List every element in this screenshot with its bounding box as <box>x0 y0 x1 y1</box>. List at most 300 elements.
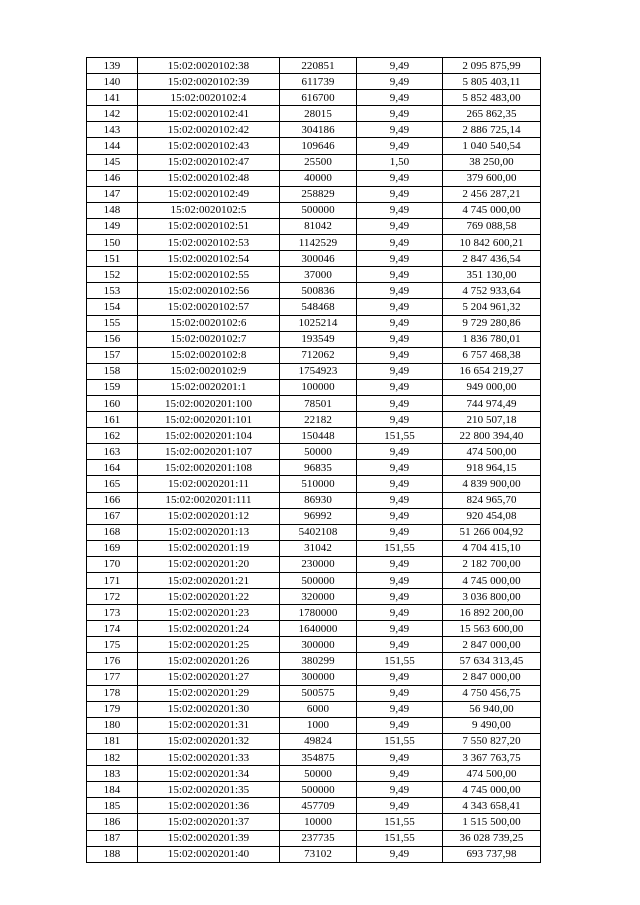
rate-cell: 9,49 <box>357 460 443 476</box>
value-cell: 769 088,58 <box>443 218 541 234</box>
table-row <box>87 653 541 669</box>
row-number-cell: 172 <box>87 589 138 605</box>
table-row <box>87 235 541 251</box>
table-row <box>87 267 541 283</box>
table-row <box>87 170 541 186</box>
row-number-cell: 184 <box>87 782 138 798</box>
row-number-cell: 153 <box>87 283 138 299</box>
rate-cell: 151,55 <box>357 540 443 556</box>
cadastral-number-cell: 15:02:0020201:19 <box>138 540 280 556</box>
table-row <box>87 186 541 202</box>
row-number-cell: 175 <box>87 637 138 653</box>
cadastral-number-cell: 15:02:0020201:100 <box>138 395 280 411</box>
cadastral-number-cell: 15:02:0020201:29 <box>138 685 280 701</box>
row-number-cell: 154 <box>87 299 138 315</box>
table-row <box>87 283 541 299</box>
rate-cell: 151,55 <box>357 830 443 846</box>
table-row <box>87 58 541 74</box>
row-number-cell: 156 <box>87 331 138 347</box>
area-cell: 1754923 <box>280 363 357 379</box>
cadastral-value-table <box>86 57 541 863</box>
row-number-cell: 181 <box>87 733 138 749</box>
rate-cell: 9,49 <box>357 605 443 621</box>
cadastral-number-cell: 15:02:0020201:101 <box>138 412 280 428</box>
table-row <box>87 701 541 717</box>
rate-cell: 9,49 <box>357 573 443 589</box>
value-cell: 15 563 600,00 <box>443 621 541 637</box>
row-number-cell: 174 <box>87 621 138 637</box>
rate-cell: 9,49 <box>357 202 443 218</box>
rate-cell: 9,49 <box>357 637 443 653</box>
table-row <box>87 733 541 749</box>
area-cell: 31042 <box>280 540 357 556</box>
table-row <box>87 90 541 106</box>
area-cell: 1000 <box>280 717 357 733</box>
rate-cell: 9,49 <box>357 717 443 733</box>
area-cell: 548468 <box>280 299 357 315</box>
rate-cell: 9,49 <box>357 782 443 798</box>
value-cell: 379 600,00 <box>443 170 541 186</box>
table-row <box>87 476 541 492</box>
cadastral-number-cell: 15:02:0020201:104 <box>138 428 280 444</box>
table-row <box>87 218 541 234</box>
area-cell: 100000 <box>280 379 357 395</box>
table-row <box>87 202 541 218</box>
row-number-cell: 168 <box>87 524 138 540</box>
cadastral-number-cell: 15:02:0020201:31 <box>138 717 280 733</box>
area-cell: 193549 <box>280 331 357 347</box>
table-row <box>87 846 541 862</box>
table-row <box>87 814 541 830</box>
value-cell: 2 847 000,00 <box>443 637 541 653</box>
area-cell: 300046 <box>280 251 357 267</box>
value-cell: 4 745 000,00 <box>443 573 541 589</box>
row-number-cell: 161 <box>87 412 138 428</box>
value-cell: 824 965,70 <box>443 492 541 508</box>
table-row <box>87 717 541 733</box>
area-cell: 380299 <box>280 653 357 669</box>
value-cell: 36 028 739,25 <box>443 830 541 846</box>
value-cell: 4 752 933,64 <box>443 283 541 299</box>
value-cell: 10 842 600,21 <box>443 235 541 251</box>
area-cell: 320000 <box>280 589 357 605</box>
cadastral-number-cell: 15:02:0020102:55 <box>138 267 280 283</box>
table-row <box>87 573 541 589</box>
row-number-cell: 149 <box>87 218 138 234</box>
cadastral-number-cell: 15:02:0020102:9 <box>138 363 280 379</box>
table-row <box>87 251 541 267</box>
rate-cell: 9,49 <box>357 90 443 106</box>
table-row <box>87 589 541 605</box>
row-number-cell: 163 <box>87 444 138 460</box>
value-cell: 265 862,35 <box>443 106 541 122</box>
row-number-cell: 169 <box>87 540 138 556</box>
cadastral-number-cell: 15:02:0020201:27 <box>138 669 280 685</box>
rate-cell: 9,49 <box>357 106 443 122</box>
rate-cell: 9,49 <box>357 138 443 154</box>
area-cell: 150448 <box>280 428 357 444</box>
rate-cell: 9,49 <box>357 685 443 701</box>
row-number-cell: 145 <box>87 154 138 170</box>
table-row <box>87 621 541 637</box>
row-number-cell: 186 <box>87 814 138 830</box>
rate-cell: 9,49 <box>357 363 443 379</box>
value-cell: 744 974,49 <box>443 395 541 411</box>
rate-cell: 9,49 <box>357 379 443 395</box>
rate-cell: 9,49 <box>357 476 443 492</box>
rate-cell: 9,49 <box>357 412 443 428</box>
area-cell: 500000 <box>280 202 357 218</box>
rate-cell: 9,49 <box>357 766 443 782</box>
area-cell: 500000 <box>280 573 357 589</box>
row-number-cell: 139 <box>87 58 138 74</box>
value-cell: 4 745 000,00 <box>443 202 541 218</box>
rate-cell: 9,49 <box>357 701 443 717</box>
row-number-cell: 185 <box>87 798 138 814</box>
area-cell: 1780000 <box>280 605 357 621</box>
row-number-cell: 146 <box>87 170 138 186</box>
area-cell: 25500 <box>280 154 357 170</box>
row-number-cell: 155 <box>87 315 138 331</box>
area-cell: 50000 <box>280 444 357 460</box>
area-cell: 500836 <box>280 283 357 299</box>
table-body <box>87 58 541 863</box>
cadastral-number-cell: 15:02:0020201:20 <box>138 556 280 572</box>
row-number-cell: 179 <box>87 701 138 717</box>
area-cell: 500575 <box>280 685 357 701</box>
cadastral-number-cell: 15:02:0020102:39 <box>138 74 280 90</box>
value-cell: 2 847 436,54 <box>443 251 541 267</box>
value-cell: 5 805 403,11 <box>443 74 541 90</box>
table-row <box>87 138 541 154</box>
area-cell: 220851 <box>280 58 357 74</box>
table-row <box>87 363 541 379</box>
cadastral-number-cell: 15:02:0020201:36 <box>138 798 280 814</box>
area-cell: 28015 <box>280 106 357 122</box>
cadastral-number-cell: 15:02:0020201:26 <box>138 653 280 669</box>
cadastral-number-cell: 15:02:0020102:49 <box>138 186 280 202</box>
rate-cell: 9,49 <box>357 524 443 540</box>
table-row <box>87 154 541 170</box>
table-row <box>87 669 541 685</box>
row-number-cell: 166 <box>87 492 138 508</box>
cadastral-number-cell: 15:02:0020201:13 <box>138 524 280 540</box>
value-cell: 1 040 540,54 <box>443 138 541 154</box>
row-number-cell: 160 <box>87 395 138 411</box>
value-cell: 57 634 313,45 <box>443 653 541 669</box>
area-cell: 611739 <box>280 74 357 90</box>
value-cell: 7 550 827,20 <box>443 733 541 749</box>
area-cell: 300000 <box>280 669 357 685</box>
table-row <box>87 395 541 411</box>
area-cell: 304186 <box>280 122 357 138</box>
table-row <box>87 524 541 540</box>
row-number-cell: 143 <box>87 122 138 138</box>
value-cell: 56 940,00 <box>443 701 541 717</box>
rate-cell: 9,49 <box>357 283 443 299</box>
value-cell: 6 757 468,38 <box>443 347 541 363</box>
table-row <box>87 492 541 508</box>
table-row <box>87 685 541 701</box>
row-number-cell: 162 <box>87 428 138 444</box>
table-row <box>87 556 541 572</box>
cadastral-number-cell: 15:02:0020201:40 <box>138 846 280 862</box>
area-cell: 78501 <box>280 395 357 411</box>
row-number-cell: 148 <box>87 202 138 218</box>
cadastral-number-cell: 15:02:0020201:23 <box>138 605 280 621</box>
area-cell: 616700 <box>280 90 357 106</box>
area-cell: 300000 <box>280 637 357 653</box>
rate-cell: 9,49 <box>357 846 443 862</box>
row-number-cell: 187 <box>87 830 138 846</box>
row-number-cell: 173 <box>87 605 138 621</box>
value-cell: 9 729 280,86 <box>443 315 541 331</box>
area-cell: 49824 <box>280 733 357 749</box>
cadastral-number-cell: 15:02:0020201:111 <box>138 492 280 508</box>
cadastral-number-cell: 15:02:0020102:56 <box>138 283 280 299</box>
rate-cell: 9,49 <box>357 331 443 347</box>
rate-cell: 151,55 <box>357 428 443 444</box>
row-number-cell: 159 <box>87 379 138 395</box>
table-row <box>87 379 541 395</box>
table-row <box>87 766 541 782</box>
row-number-cell: 176 <box>87 653 138 669</box>
cadastral-number-cell: 15:02:0020201:12 <box>138 508 280 524</box>
area-cell: 258829 <box>280 186 357 202</box>
row-number-cell: 147 <box>87 186 138 202</box>
rate-cell: 9,49 <box>357 492 443 508</box>
rate-cell: 9,49 <box>357 186 443 202</box>
rate-cell: 9,49 <box>357 347 443 363</box>
value-cell: 4 839 900,00 <box>443 476 541 492</box>
value-cell: 949 000,00 <box>443 379 541 395</box>
row-number-cell: 151 <box>87 251 138 267</box>
rate-cell: 9,49 <box>357 315 443 331</box>
cadastral-number-cell: 15:02:0020201:32 <box>138 733 280 749</box>
area-cell: 22182 <box>280 412 357 428</box>
table-row <box>87 750 541 766</box>
rate-cell: 9,49 <box>357 251 443 267</box>
value-cell: 4 745 000,00 <box>443 782 541 798</box>
rate-cell: 9,49 <box>357 267 443 283</box>
rate-cell: 9,49 <box>357 235 443 251</box>
rate-cell: 9,49 <box>357 170 443 186</box>
rate-cell: 9,49 <box>357 122 443 138</box>
row-number-cell: 164 <box>87 460 138 476</box>
cadastral-number-cell: 15:02:0020201:21 <box>138 573 280 589</box>
value-cell: 5 204 961,32 <box>443 299 541 315</box>
value-cell: 474 500,00 <box>443 766 541 782</box>
rate-cell: 9,49 <box>357 58 443 74</box>
table-row <box>87 428 541 444</box>
area-cell: 510000 <box>280 476 357 492</box>
rate-cell: 9,49 <box>357 621 443 637</box>
rate-cell: 1,50 <box>357 154 443 170</box>
cadastral-number-cell: 15:02:0020201:30 <box>138 701 280 717</box>
rate-cell: 9,49 <box>357 444 443 460</box>
row-number-cell: 141 <box>87 90 138 106</box>
area-cell: 86930 <box>280 492 357 508</box>
value-cell: 1 836 780,01 <box>443 331 541 347</box>
value-cell: 4 704 415,10 <box>443 540 541 556</box>
table-row <box>87 347 541 363</box>
rate-cell: 9,49 <box>357 750 443 766</box>
value-cell: 351 130,00 <box>443 267 541 283</box>
cadastral-number-cell: 15:02:0020102:42 <box>138 122 280 138</box>
value-cell: 5 852 483,00 <box>443 90 541 106</box>
value-cell: 2 886 725,14 <box>443 122 541 138</box>
area-cell: 5402108 <box>280 524 357 540</box>
value-cell: 3 036 800,00 <box>443 589 541 605</box>
cadastral-number-cell: 15:02:0020102:41 <box>138 106 280 122</box>
value-cell: 474 500,00 <box>443 444 541 460</box>
table-row <box>87 540 541 556</box>
cadastral-number-cell: 15:02:0020201:24 <box>138 621 280 637</box>
area-cell: 37000 <box>280 267 357 283</box>
area-cell: 1025214 <box>280 315 357 331</box>
value-cell: 2 847 000,00 <box>443 669 541 685</box>
row-number-cell: 178 <box>87 685 138 701</box>
cadastral-number-cell: 15:02:0020201:34 <box>138 766 280 782</box>
table-row <box>87 637 541 653</box>
table-row <box>87 122 541 138</box>
cadastral-number-cell: 15:02:0020201:108 <box>138 460 280 476</box>
value-cell: 38 250,00 <box>443 154 541 170</box>
table-row <box>87 508 541 524</box>
area-cell: 354875 <box>280 750 357 766</box>
row-number-cell: 167 <box>87 508 138 524</box>
area-cell: 96992 <box>280 508 357 524</box>
rate-cell: 9,49 <box>357 74 443 90</box>
value-cell: 22 800 394,40 <box>443 428 541 444</box>
area-cell: 500000 <box>280 782 357 798</box>
cadastral-number-cell: 15:02:0020102:6 <box>138 315 280 331</box>
value-cell: 920 454,08 <box>443 508 541 524</box>
rate-cell: 9,49 <box>357 669 443 685</box>
row-number-cell: 158 <box>87 363 138 379</box>
cadastral-number-cell: 15:02:0020201:33 <box>138 750 280 766</box>
table-row <box>87 605 541 621</box>
value-cell: 1 515 500,00 <box>443 814 541 830</box>
value-cell: 9 490,00 <box>443 717 541 733</box>
cadastral-number-cell: 15:02:0020201:37 <box>138 814 280 830</box>
rate-cell: 9,49 <box>357 395 443 411</box>
area-cell: 457709 <box>280 798 357 814</box>
area-cell: 10000 <box>280 814 357 830</box>
row-number-cell: 182 <box>87 750 138 766</box>
area-cell: 237735 <box>280 830 357 846</box>
area-cell: 1142529 <box>280 235 357 251</box>
area-cell: 109646 <box>280 138 357 154</box>
cadastral-number-cell: 15:02:0020102:57 <box>138 299 280 315</box>
cadastral-number-cell: 15:02:0020201:35 <box>138 782 280 798</box>
rate-cell: 9,49 <box>357 508 443 524</box>
table-row <box>87 830 541 846</box>
table-row <box>87 74 541 90</box>
rate-cell: 151,55 <box>357 733 443 749</box>
row-number-cell: 144 <box>87 138 138 154</box>
rate-cell: 9,49 <box>357 589 443 605</box>
row-number-cell: 165 <box>87 476 138 492</box>
area-cell: 73102 <box>280 846 357 862</box>
rate-cell: 9,49 <box>357 798 443 814</box>
cadastral-number-cell: 15:02:0020201:22 <box>138 589 280 605</box>
table-row <box>87 315 541 331</box>
table-row <box>87 798 541 814</box>
area-cell: 6000 <box>280 701 357 717</box>
cadastral-number-cell: 15:02:0020201:25 <box>138 637 280 653</box>
row-number-cell: 152 <box>87 267 138 283</box>
cadastral-number-cell: 15:02:0020102:8 <box>138 347 280 363</box>
cadastral-number-cell: 15:02:0020102:4 <box>138 90 280 106</box>
value-cell: 51 266 004,92 <box>443 524 541 540</box>
value-cell: 2 095 875,99 <box>443 58 541 74</box>
table-row <box>87 460 541 476</box>
cadastral-number-cell: 15:02:0020102:43 <box>138 138 280 154</box>
row-number-cell: 140 <box>87 74 138 90</box>
value-cell: 2 456 287,21 <box>443 186 541 202</box>
value-cell: 693 737,98 <box>443 846 541 862</box>
table-row <box>87 412 541 428</box>
row-number-cell: 183 <box>87 766 138 782</box>
table-row <box>87 444 541 460</box>
area-cell: 1640000 <box>280 621 357 637</box>
row-number-cell: 177 <box>87 669 138 685</box>
cadastral-number-cell: 15:02:0020201:1 <box>138 379 280 395</box>
cadastral-number-cell: 15:02:0020102:54 <box>138 251 280 267</box>
rate-cell: 9,49 <box>357 218 443 234</box>
value-cell: 16 654 219,27 <box>443 363 541 379</box>
cadastral-number-cell: 15:02:0020102:5 <box>138 202 280 218</box>
table-row <box>87 106 541 122</box>
table-row <box>87 331 541 347</box>
table-row <box>87 299 541 315</box>
cadastral-number-cell: 15:02:0020201:39 <box>138 830 280 846</box>
row-number-cell: 171 <box>87 573 138 589</box>
row-number-cell: 150 <box>87 235 138 251</box>
row-number-cell: 188 <box>87 846 138 862</box>
area-cell: 50000 <box>280 766 357 782</box>
rate-cell: 151,55 <box>357 653 443 669</box>
row-number-cell: 142 <box>87 106 138 122</box>
row-number-cell: 170 <box>87 556 138 572</box>
cadastral-number-cell: 15:02:0020201:11 <box>138 476 280 492</box>
cadastral-number-cell: 15:02:0020102:47 <box>138 154 280 170</box>
value-cell: 4 343 658,41 <box>443 798 541 814</box>
area-cell: 230000 <box>280 556 357 572</box>
area-cell: 96835 <box>280 460 357 476</box>
area-cell: 712062 <box>280 347 357 363</box>
row-number-cell: 180 <box>87 717 138 733</box>
table-row <box>87 782 541 798</box>
row-number-cell: 157 <box>87 347 138 363</box>
cadastral-number-cell: 15:02:0020102:51 <box>138 218 280 234</box>
cadastral-number-cell: 15:02:0020201:107 <box>138 444 280 460</box>
value-cell: 16 892 200,00 <box>443 605 541 621</box>
value-cell: 4 750 456,75 <box>443 685 541 701</box>
value-cell: 918 964,15 <box>443 460 541 476</box>
cadastral-number-cell: 15:02:0020102:48 <box>138 170 280 186</box>
cadastral-number-cell: 15:02:0020102:38 <box>138 58 280 74</box>
area-cell: 40000 <box>280 170 357 186</box>
rate-cell: 9,49 <box>357 299 443 315</box>
area-cell: 81042 <box>280 218 357 234</box>
value-cell: 2 182 700,00 <box>443 556 541 572</box>
cadastral-number-cell: 15:02:0020102:53 <box>138 235 280 251</box>
value-cell: 210 507,18 <box>443 412 541 428</box>
rate-cell: 9,49 <box>357 556 443 572</box>
value-cell: 3 367 763,75 <box>443 750 541 766</box>
